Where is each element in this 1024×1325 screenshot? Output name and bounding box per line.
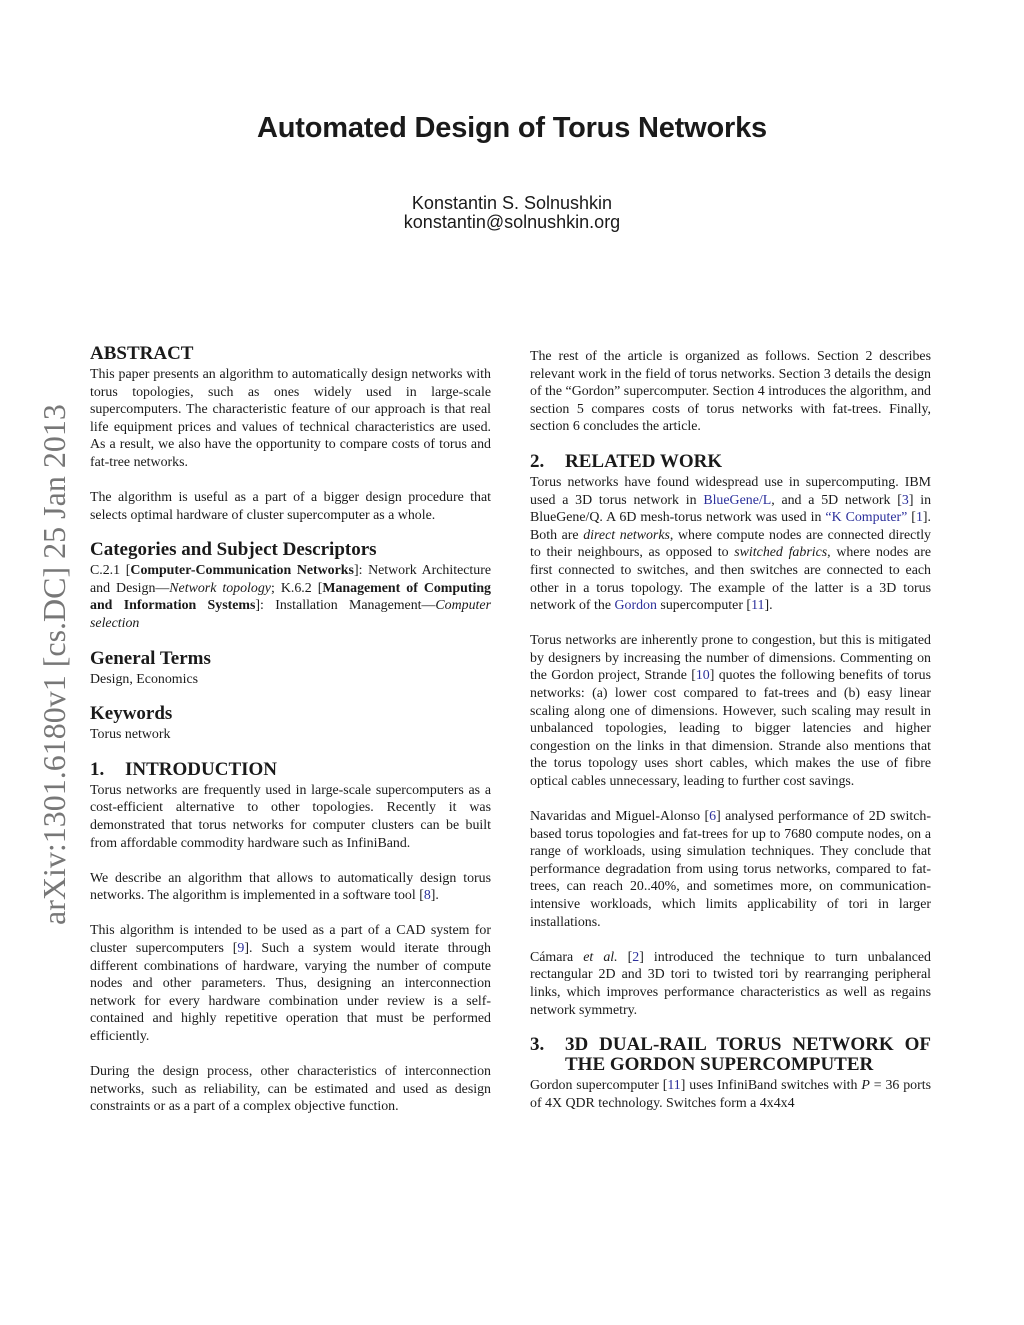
- paper-title: Automated Design of Torus Networks: [257, 112, 767, 144]
- categories-section: [90, 540, 491, 632]
- related-work-section: [530, 452, 931, 1019]
- related-paragraph-4: Cámara et al. [2] introduced the technique to turn unbalanced rectangular 2D and 3D tori to twisted tori by rearranging peripheral links, which improves performance characteristics as well as regains network symmetry.: [530, 949, 931, 1018]
- keywords-section: [90, 704, 491, 744]
- categories-text: C.2.1 [Computer-Communication Networks]: Network Architecture and Design—Network topology; K.6.2 [Management of Computing and Information Systems]: Installation Management—Computer selection: [90, 563, 492, 632]
- arxiv-stamp: arXiv:1301.6180v1 [cs.DC] 25 Jan 2013: [36, 404, 72, 925]
- section-3-heading: 3. 3D DUAL-RAIL TORUS NETWORK OF THE GORDON SUPERCOMPUTER: [530, 1034, 931, 1076]
- intro-paragraph-1: Torus networks are frequently used in large-scale supercomputers as a cost-efficient alternative to other topologies. Recently it was demonstrated that torus networks for computer clusters can be built from affordable commodity hardware such as InfiniBand.: [90, 782, 491, 851]
- abstract-paragraph-2: The algorithm is useful as a part of a bigger design procedure that selects optimal hardware of cluster supercomputer as a whole.: [90, 490, 491, 523]
- right-column: [530, 348, 931, 1112]
- intro-paragraph-3: This algorithm is intended to be used as a part of a CAD system for cluster supercomputers [9]. Such a system would iterate through different combinations of hardware, varying the number of compute nodes and other parameters. Thus, designing an interconnection network for every hardware combination under review is a self-contained and highly repetitive operation that must be performed efficiently.: [90, 923, 492, 1044]
- section-3: [530, 1035, 931, 1112]
- related-paragraph-3: Navaridas and Miguel-Alonso [6] analysed performance of 2D switch-based torus topologies and fat-trees for up to 7680 compute nodes, on a range of workloads, using simulation techniques. They conclude that performance degradation from using torus networks, compared to fat-trees, can reach 20..40%, and sometimes more, on communication-intensive workloads, which limits applicability of tori in larger installations.: [530, 809, 931, 930]
- left-column: [90, 344, 491, 1116]
- abstract-section: [90, 344, 491, 524]
- citation-link[interactable]: 10: [695, 668, 710, 684]
- related-paragraph-1: Torus networks have found widespread use in supercomputing. IBM used a 3D torus network in BlueGene/L, and a 5D network [3] in BlueGene/Q. A 6D mesh-torus network was used in “K Computer” [1]. Both are direct networks, where compute nodes are connected directly to their neighbours, as opposed to switched fabrics, where nodes are first connected to switches, and then switches are connected to each other in a torus topology. The example of the latter is a 3D torus network of the Gordon supercomputer [11].: [530, 474, 932, 614]
- introduction-heading: 1. INTRODUCTION: [90, 758, 278, 780]
- organization-paragraph: The rest of the article is organized as follows. Section 2 describes relevant work in the field of torus networks. Section 3 details the design of the “Gordon” supercomputer. Section 4 introduces the algorithm, and section 5 compares costs of torus networks with fat-trees. Finally, section 6 concludes the article.: [530, 349, 931, 435]
- intro-paragraph-2: We describe an algorithm that allows to automatically design torus networks. The algorithm is implemented in a software tool [8].: [90, 870, 491, 904]
- keywords-text: Torus network: [90, 727, 171, 743]
- citation-link[interactable]: 11: [667, 1078, 681, 1094]
- gordon-link[interactable]: Gordon: [614, 598, 657, 614]
- citation-link[interactable]: 1: [915, 510, 923, 526]
- related-paragraph-2: Torus networks are inherently prone to congestion, but this is mitigated by designers by increasing the number of dimensions. Commenting on the Gordon project, Strande [10] quotes the following benefits of torus networks: (a) lower cost compared to fat-trees and (b) easy linear scaling along one of dimensions. However, such scaling may result in unbalanced topologies, leading to bigger latencies and higher congestion on the links in that dimension. Strande also mentions that the torus topology uses short cables, which makes the use of fibre optical cables unnecessary, leading to further cost savings.: [530, 633, 931, 789]
- citation-link[interactable]: 2: [632, 949, 640, 965]
- author-block: [0, 194, 1024, 232]
- abstract-heading: ABSTRACT: [90, 343, 194, 364]
- section-3-paragraph: Gordon supercomputer [11] uses InfiniBand switches with P = 36 ports of 4X QDR technology. Switches form a 4x4x4: [530, 1078, 931, 1111]
- author-email: konstantin@solnushkin.org: [403, 212, 621, 232]
- citation-link[interactable]: 3: [901, 492, 909, 508]
- abstract-paragraph-1: This paper presents an algorithm to automatically design networks with torus topologies, such as ones widely used in large-scale supercomputers. The characteristic feature of our approach is that real life equipment prices and values of technical characteristics are used. As a result, we also have the opportunity to compare costs of torus and fat-tree networks.: [90, 367, 491, 470]
- intro-paragraph-4: During the design process, other characteristics of interconnection networks, such as reliability, can be estimated and used as design constraints or as a part of a complex objective function.: [90, 1064, 491, 1115]
- bluegene-link[interactable]: BlueGene/L: [703, 492, 772, 508]
- author-name: Konstantin S. Solnushkin: [411, 193, 613, 213]
- general-terms-section: [90, 649, 491, 689]
- k-computer-link[interactable]: “K Computer”: [825, 510, 908, 526]
- citation-link[interactable]: 8: [423, 888, 431, 904]
- categories-heading: Categories and Subject Descriptors: [90, 539, 377, 561]
- general-terms-heading: General Terms: [90, 647, 211, 669]
- keywords-heading: Keywords: [90, 703, 173, 725]
- introduction-section: [90, 760, 491, 1116]
- general-terms-text: Design, Economics: [90, 671, 199, 687]
- citation-link[interactable]: 6: [709, 809, 717, 825]
- citation-link[interactable]: 9: [237, 940, 245, 956]
- related-work-heading: 2. RELATED WORK: [530, 450, 723, 472]
- citation-link[interactable]: 11: [751, 598, 765, 614]
